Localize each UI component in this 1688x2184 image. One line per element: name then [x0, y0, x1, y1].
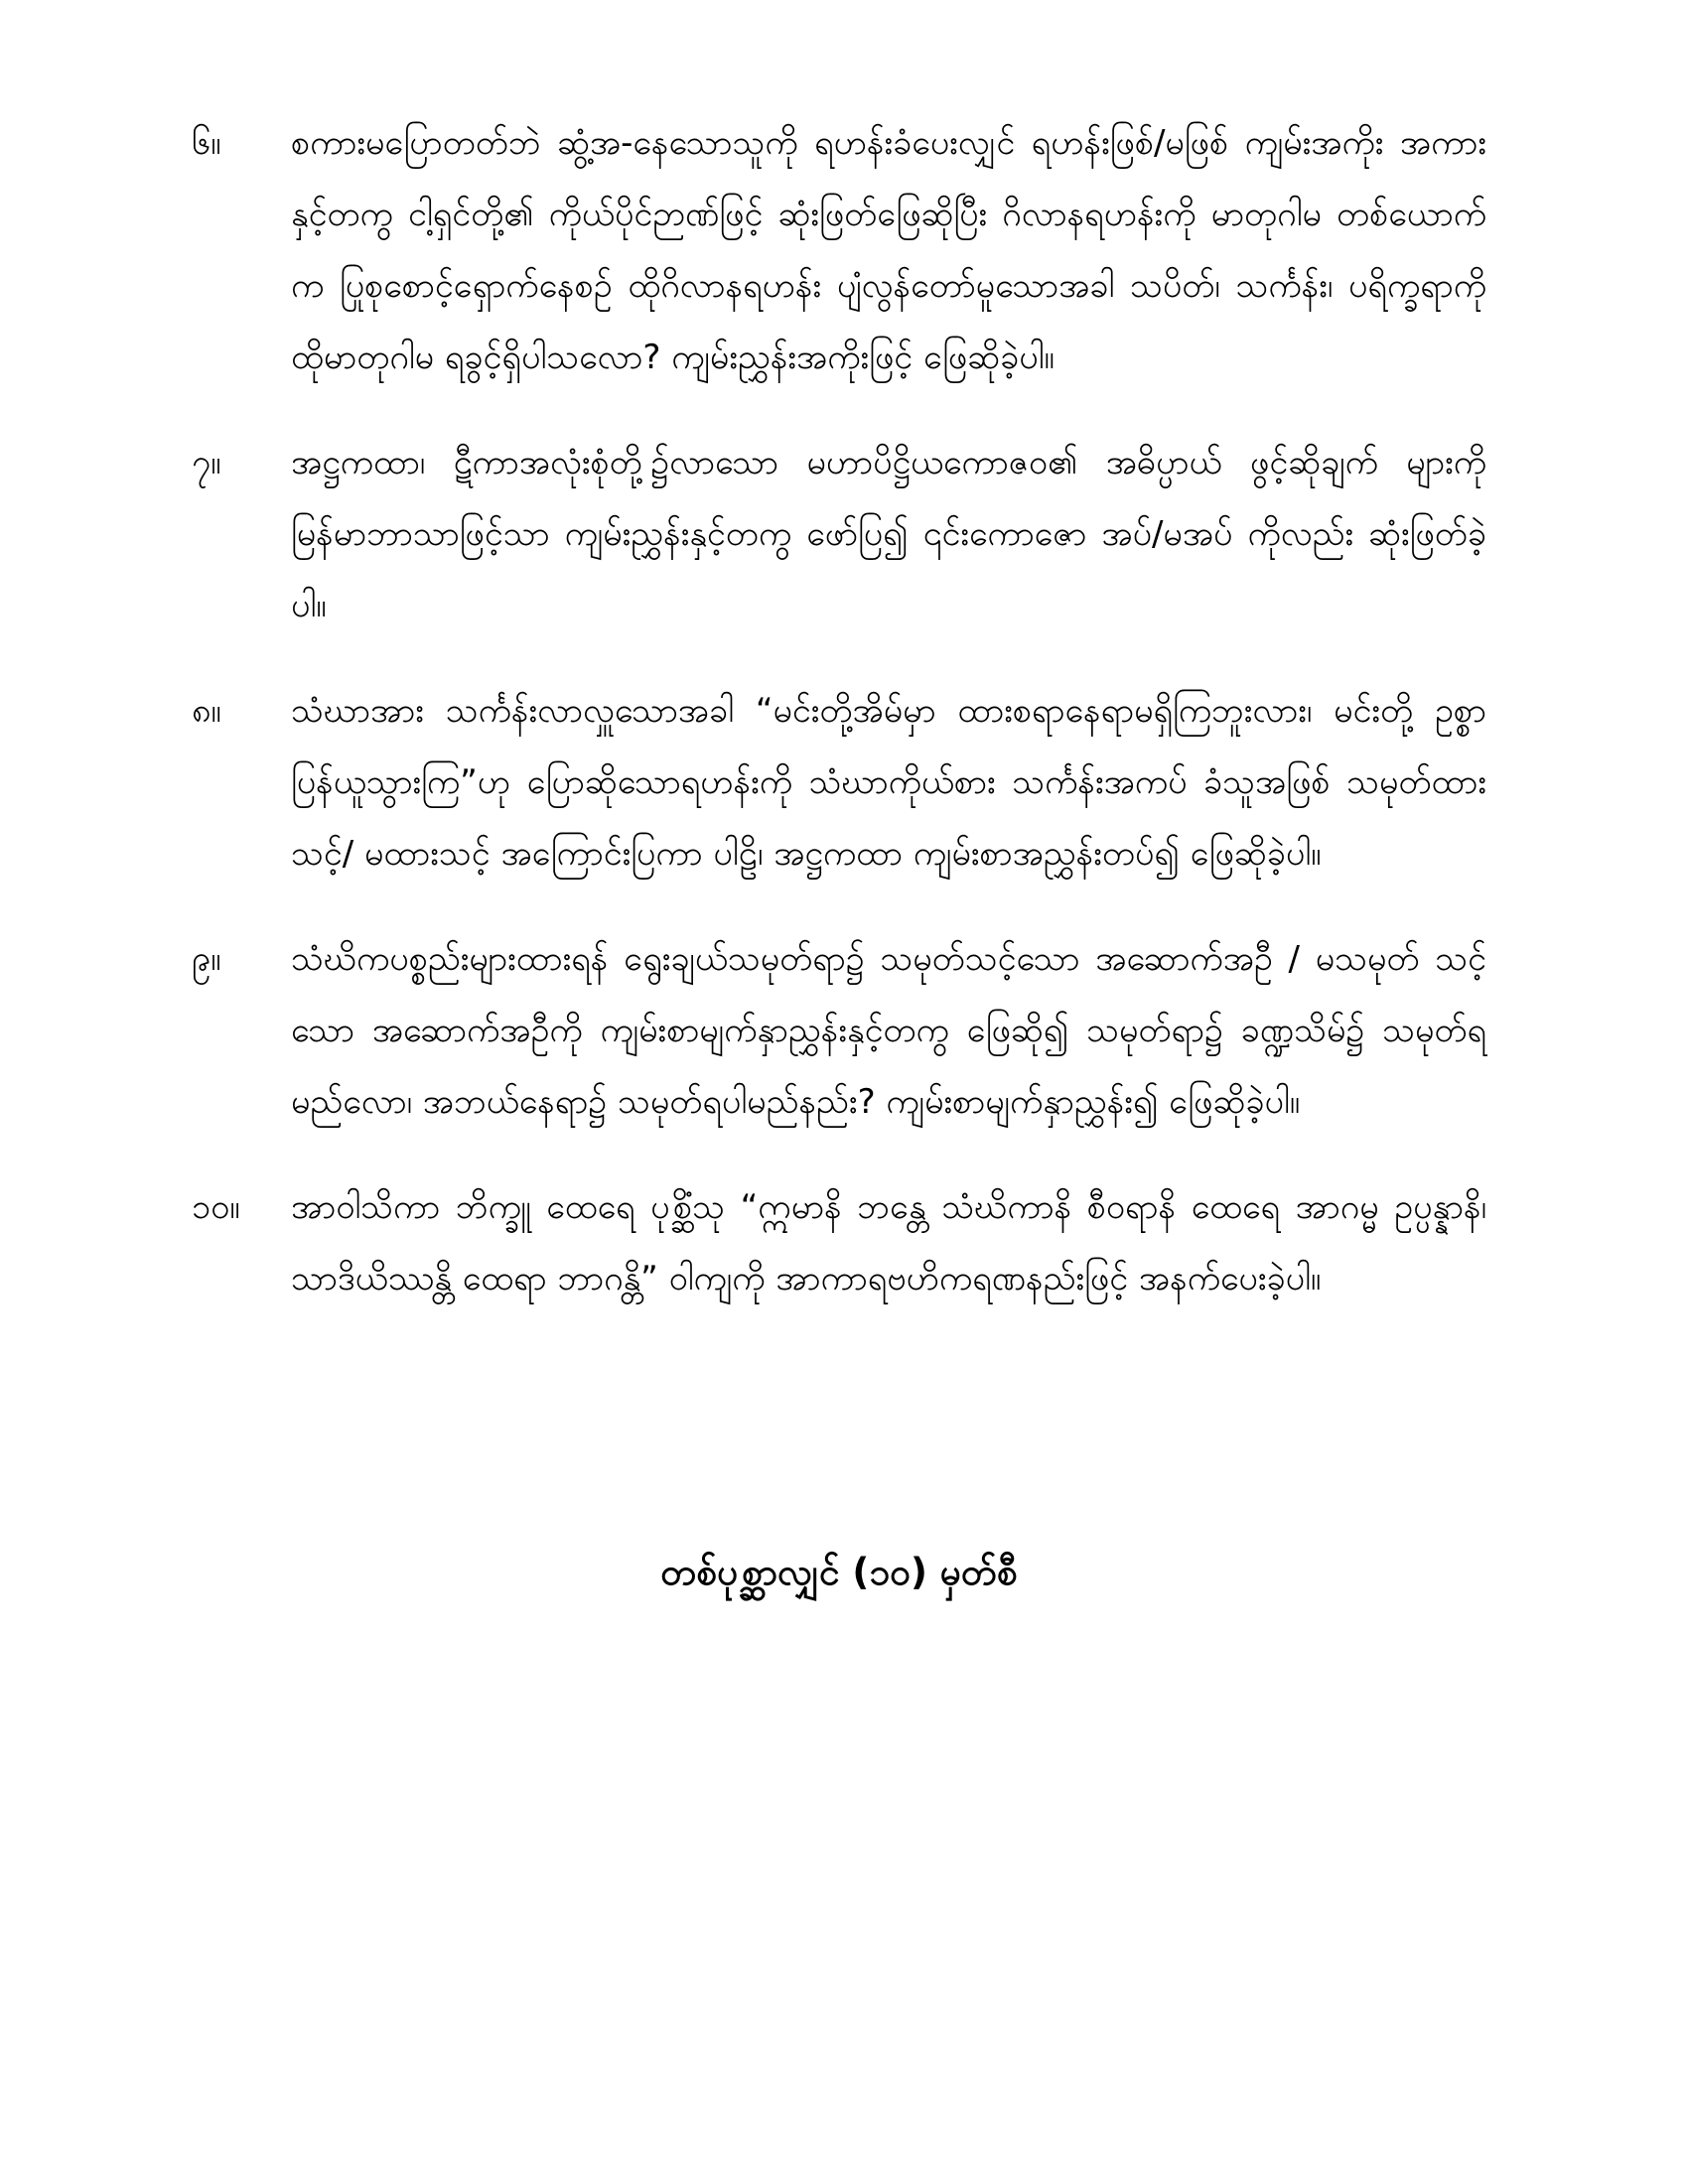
- item-number: ၆။: [192, 123, 221, 163]
- numbered-question-item: [192, 675, 1486, 889]
- item-text: သံဃိကပစ္စည်းများထားရန် ရွေးချယ်သမုတ်ရာ၌ သမုတ်သင့်သော အဆောက်အဦ / မသမုတ် သင့်သော အဆောက်အဦကို ကျမ်းစာမျက်နှာညွှန်းနှင့်တကွ ဖြေဆို၍ သမုတ်ရာ၌ ခဏ္ဍသိမ်၌ သမုတ်ရမည်လော၊ အဘယ်နေရာ၌ သမုတ်ရပါမည်နည်း? ကျမ်းစာမျက်နှာညွှန်း၍ ဖြေဆိုခဲ့ပါ။: [291, 939, 1486, 1122]
- marks-per-question-note: တစ်ပုစ္ဆာလျှင် (၁၀) မှတ်စီ: [660, 1551, 1018, 1593]
- item-number: ၁၀။: [192, 1187, 240, 1227]
- item-number: ၈။: [192, 691, 221, 731]
- item-number: ၇။: [192, 443, 221, 482]
- numbered-question-item: [192, 923, 1486, 1138]
- item-text: စကားမပြောတတ်ဘဲ ဆွံ့အ-နေသောသူကို ရဟန်းခံပေးလျှင် ရဟန်းဖြစ်/မဖြစ် ကျမ်းအကိုး အကားနှင့်တကွ ငါ့ရှင်တို့၏ ကိုယ်ပိုင်ဉာဏ်ဖြင့် ဆုံးဖြတ်ဖြေဆိုပြီး ဂိလာနရဟန်းကို မာတုဂါမ တစ်ယောက်က ပြုစုစောင့်ရှောက်နေစဉ် ထိုဂိလာနရဟန်း ပျံလွန်တော်မူသောအခါ သပိတ်၊ သင်္ကန်း၊ ပရိက္ခရာကို ထိုမာတုဂါမ ရခွင့်ရှိပါသလော? ကျမ်းညွှန်းအကိုးဖြင့် ဖြေဆိုခဲ့ပါ။: [291, 123, 1486, 377]
- question-list: [192, 107, 1486, 1314]
- item-text: သံဃာအား သင်္ကန်းလာလှူသောအခါ “မင်းတို့အိမ်မှာ ထားစရာနေရာမရှိကြဘူးလား၊ မင်းတို့ ဥစ္စာ ပြန်ယူသွားကြ”ဟု ပြောဆိုသောရဟန်းကို သံဃာကိုယ်စား သင်္ကန်းအကပ် ခံသူအဖြစ် သမုတ်ထားသင့်/ မထားသင့် အကြောင်းပြကာ ပါဠိ၊ အဋ္ဌကထာ ကျမ်းစာအညွှန်းတပ်၍ ဖြေဆိုခဲ့ပါ။: [291, 691, 1486, 874]
- item-text: အာဝါသိကာ ဘိက္ခူ ထေရေ ပုစ္ဆိံသု “ဣမာနိ ဘန္တေ သံဃိကာနိ စီဝရာနိ ထေရေ အာဂမ္မ ဥပ္ပန္နာနိ၊ သာဒိယိဿန္တိ ထေရာ ဘာဂန္တိ” ဝါကျကို အာကာရဗဟိကရဏနည်းဖြင့် အနက်ပေးခဲ့ပါ။: [291, 1187, 1486, 1298]
- numbered-question-item: [192, 1171, 1486, 1314]
- numbered-question-item: [192, 427, 1486, 641]
- item-number: ၉။: [192, 939, 221, 979]
- numbered-question-item: [192, 107, 1486, 393]
- item-text: အဋ္ဌကထာ၊ ဋီကာအလုံးစုံတို့၌လာသော မဟာပိဋ္ဌိယကောဇဝ၏ အဓိပ္ပာယ် ဖွင့်ဆိုချက် များကို မြန်မာဘာသာဖြင့်သာ ကျမ်းညွှန်းနှင့်တကွ ဖော်ပြ၍ ၎င်းကောဇော အပ်/မအပ် ကိုလည်း ဆုံးဖြတ်ခဲ့ပါ။: [291, 443, 1486, 625]
